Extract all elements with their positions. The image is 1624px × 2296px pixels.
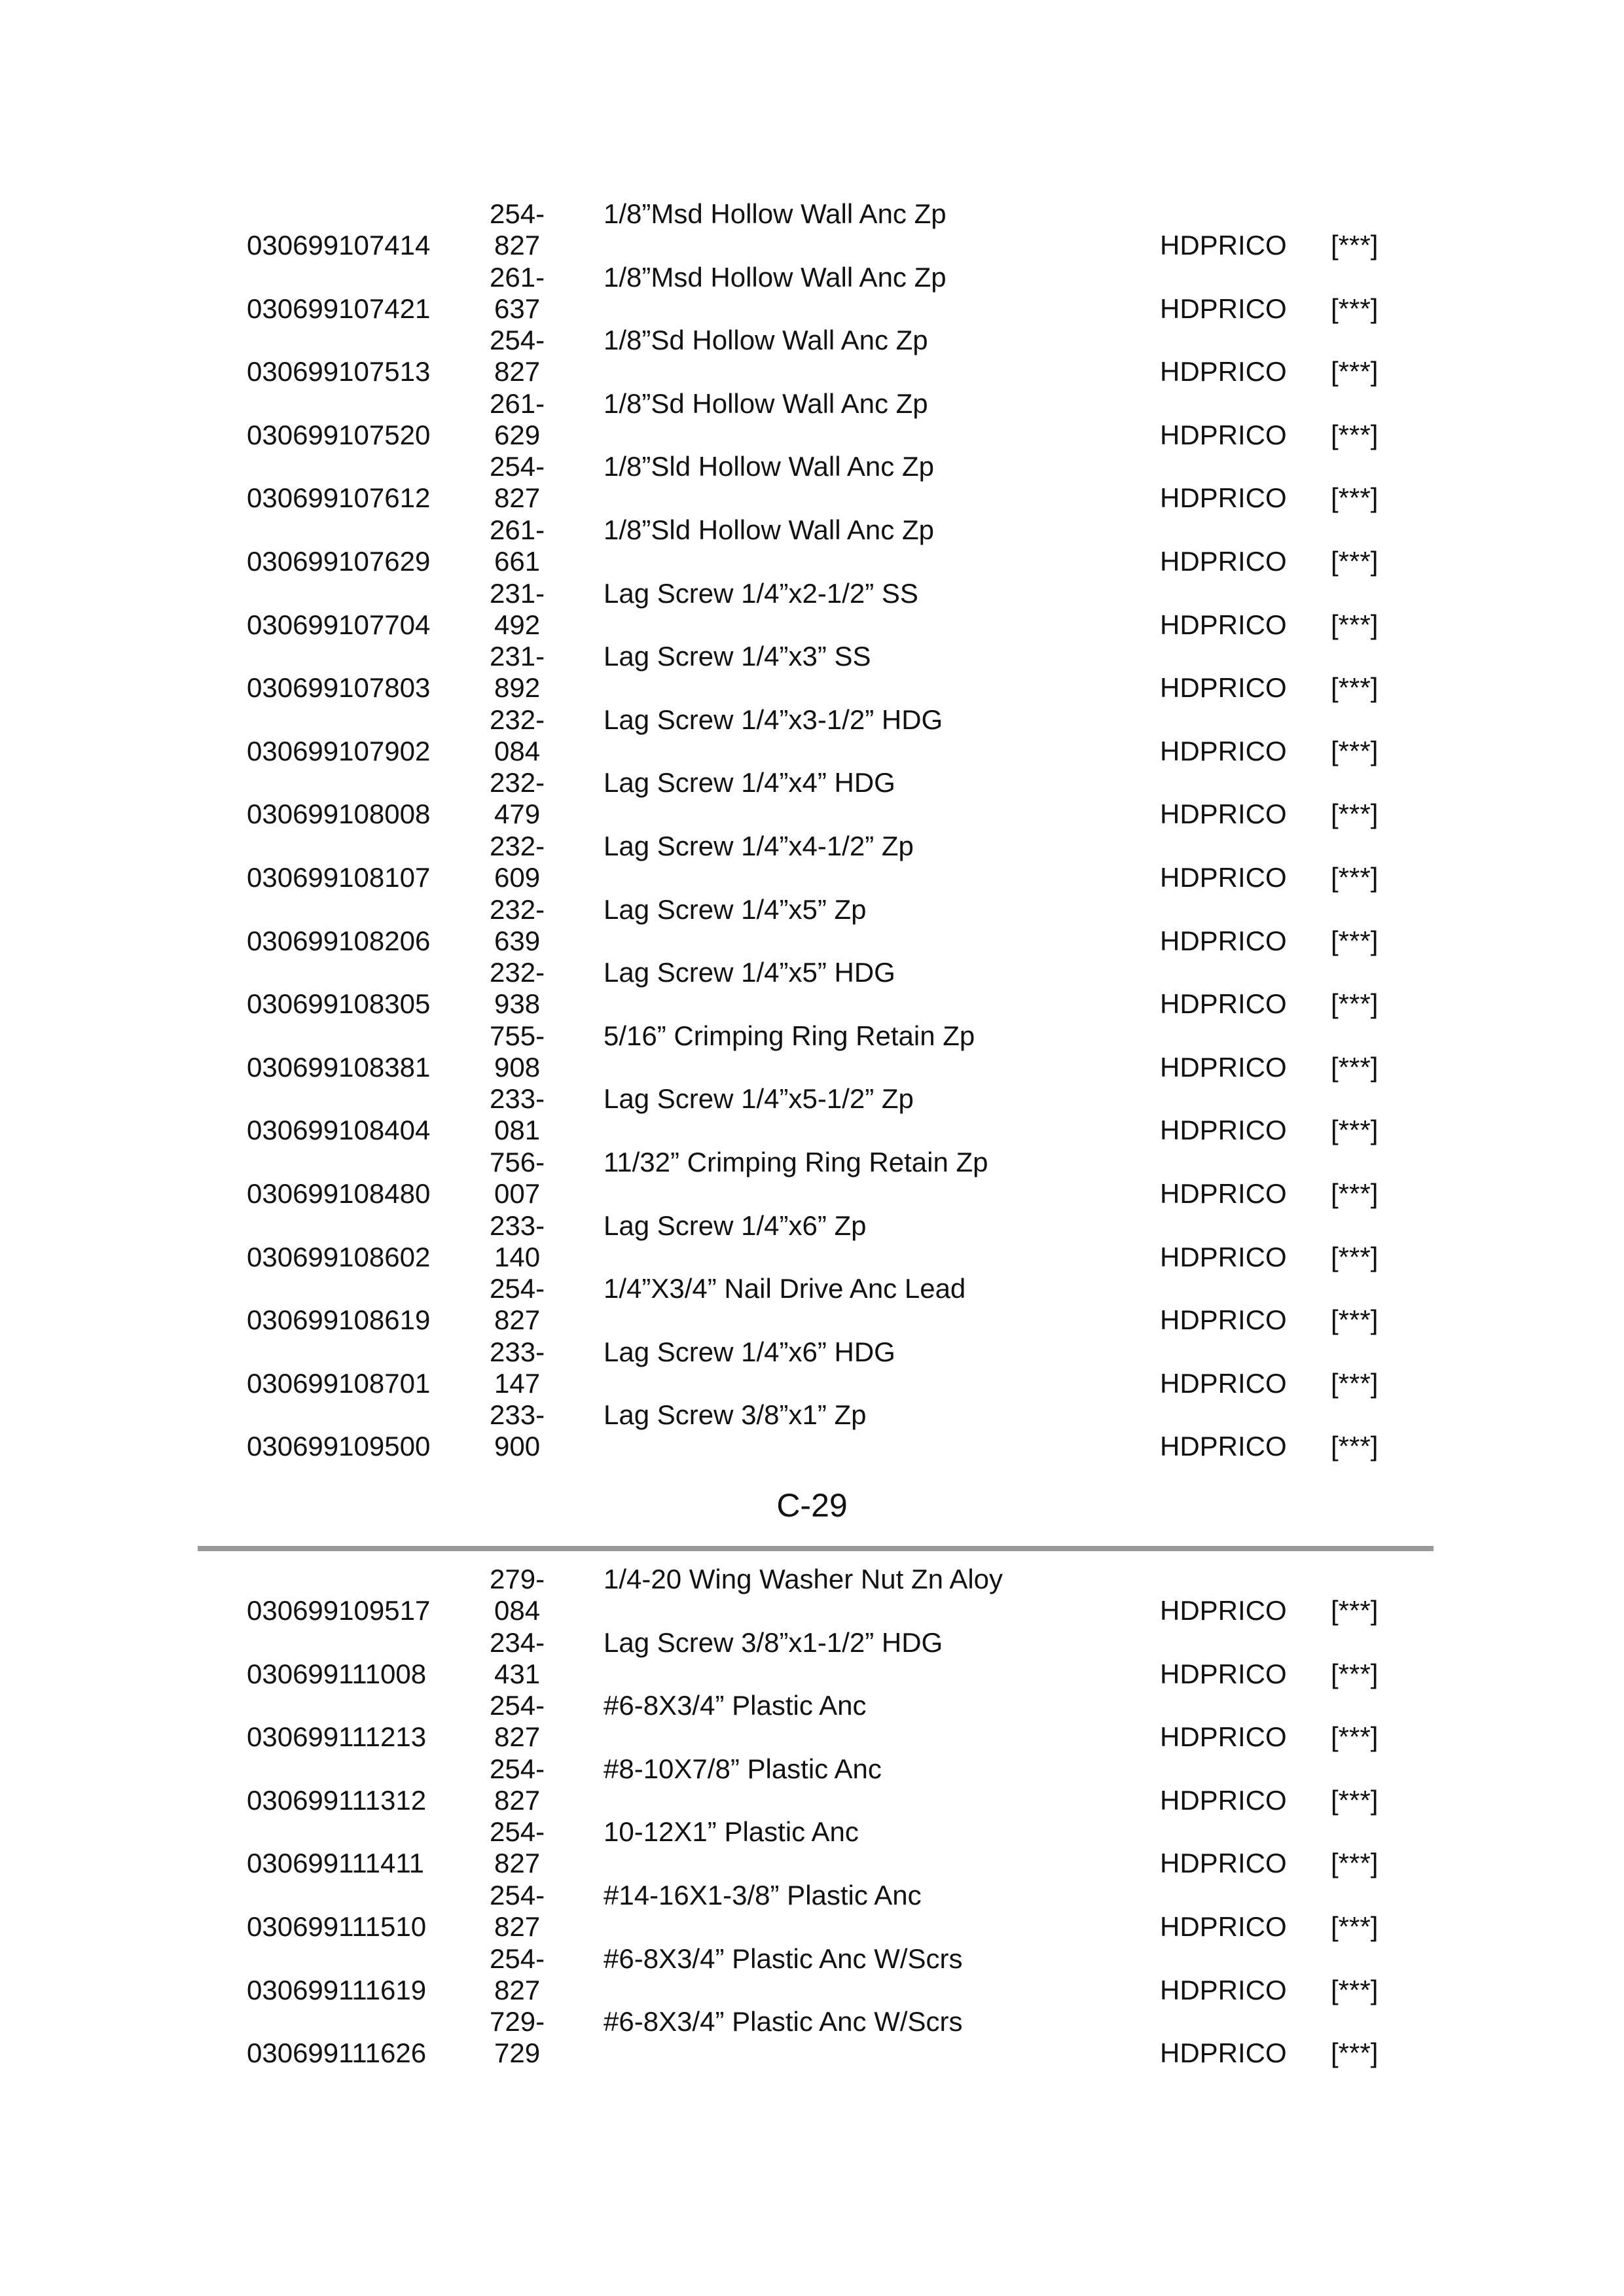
upc-code: 030699108206: [247, 925, 431, 956]
redaction-mark: [***]: [1331, 861, 1379, 893]
sku-prefix: 231-: [490, 641, 545, 672]
table-row: [0, 1273, 1624, 1336]
table-row: [0, 1564, 1624, 1627]
upc-code: 030699107513: [247, 356, 431, 387]
redaction-mark: [***]: [1331, 545, 1379, 577]
table-row: [0, 957, 1624, 1020]
product-table-top: [0, 198, 1624, 1463]
vendor-code: HDPRICO: [1160, 1721, 1287, 1753]
item-description: Lag Screw 1/4”x5” HDG: [604, 957, 895, 988]
sku-suffix: 007: [494, 1177, 541, 1209]
table-row: [0, 767, 1624, 831]
sku-suffix: 629: [494, 419, 541, 450]
redaction-mark: [***]: [1331, 419, 1379, 450]
page-number: C-29: [776, 1487, 848, 1524]
vendor-code: HDPRICO: [1160, 1431, 1287, 1462]
table-row: [0, 1627, 1624, 1691]
upc-code: 030699108701: [247, 1367, 431, 1399]
upc-code: 030699108602: [247, 1241, 431, 1272]
table-row: [0, 1753, 1624, 1817]
upc-code: 030699108404: [247, 1115, 431, 1146]
upc-code: 030699111312: [247, 1784, 427, 1816]
vendor-code: HDPRICO: [1160, 2037, 1287, 2069]
vendor-code: HDPRICO: [1160, 1177, 1287, 1209]
redaction-mark: [***]: [1331, 1721, 1379, 1753]
item-description: 11/32” Crimping Ring Retain Zp: [604, 1146, 988, 1177]
vendor-code: HDPRICO: [1160, 672, 1287, 704]
vendor-code: HDPRICO: [1160, 1910, 1287, 1942]
vendor-code: HDPRICO: [1160, 988, 1287, 1020]
vendor-code: HDPRICO: [1160, 735, 1287, 766]
sku-prefix: 254-: [490, 451, 545, 482]
upc-code: 030699108008: [247, 798, 431, 830]
upc-code: 030699108305: [247, 988, 431, 1020]
redaction-mark: [***]: [1331, 1431, 1379, 1462]
sku-suffix: 827: [494, 482, 541, 514]
redaction-mark: [***]: [1331, 1115, 1379, 1146]
redaction-mark: [***]: [1331, 2037, 1379, 2069]
vendor-code: HDPRICO: [1160, 1974, 1287, 2005]
item-description: Lag Screw 1/4”x4-1/2” Zp: [604, 830, 914, 861]
table-row: [0, 388, 1624, 452]
product-table-bottom: [0, 1564, 1624, 2070]
redaction-mark: [***]: [1331, 1848, 1379, 1879]
sku-suffix: 084: [494, 735, 541, 766]
upc-code: 030699108107: [247, 861, 431, 893]
table-row: [0, 1336, 1624, 1400]
redaction-mark: [***]: [1331, 1304, 1379, 1336]
item-description: Lag Screw 3/8”x1” Zp: [604, 1399, 867, 1431]
item-description: Lag Screw 1/4”x3” SS: [604, 641, 871, 672]
vendor-code: HDPRICO: [1160, 1241, 1287, 1272]
redaction-mark: [***]: [1331, 735, 1379, 766]
upc-code: 030699108480: [247, 1177, 431, 1209]
table-row: [0, 198, 1624, 262]
vendor-code: HDPRICO: [1160, 1848, 1287, 1879]
sku-prefix: 261-: [490, 514, 545, 545]
table-row: [0, 641, 1624, 704]
vendor-code: HDPRICO: [1160, 861, 1287, 893]
redaction-mark: [***]: [1331, 1367, 1379, 1399]
table-row: [0, 704, 1624, 768]
sku-prefix: 254-: [490, 1943, 545, 1974]
sku-suffix: 908: [494, 1051, 541, 1083]
sku-suffix: 827: [494, 1974, 541, 2005]
vendor-code: HDPRICO: [1160, 293, 1287, 324]
table-row: [0, 325, 1624, 388]
upc-code: 030699107629: [247, 545, 431, 577]
redaction-mark: [***]: [1331, 1051, 1379, 1083]
table-row: [0, 451, 1624, 514]
redaction-mark: [***]: [1331, 925, 1379, 956]
vendor-code: HDPRICO: [1160, 230, 1287, 260]
sku-suffix: 938: [494, 988, 541, 1020]
table-row: [0, 2006, 1624, 2070]
table-row: [0, 1816, 1624, 1880]
table-row: [0, 1943, 1624, 2007]
item-description: Lag Screw 3/8”x1-1/2” HDG: [604, 1626, 943, 1658]
redaction-mark: [***]: [1331, 1595, 1379, 1626]
redaction-mark: [***]: [1331, 1658, 1379, 1689]
sku-suffix: 827: [494, 356, 541, 387]
sku-suffix: 827: [494, 1910, 541, 1942]
vendor-code: HDPRICO: [1160, 798, 1287, 830]
upc-code: 030699111411: [247, 1848, 424, 1879]
item-description: 1/8”Msd Hollow Wall Anc Zp: [604, 261, 947, 293]
item-description: #6-8X3/4” Plastic Anc W/Scrs: [604, 2006, 963, 2037]
vendor-code: HDPRICO: [1160, 1304, 1287, 1336]
vendor-code: HDPRICO: [1160, 925, 1287, 956]
sku-suffix: 827: [494, 230, 541, 260]
vendor-code: HDPRICO: [1160, 1115, 1287, 1146]
vendor-code: HDPRICO: [1160, 1595, 1287, 1626]
item-description: Lag Screw 1/4”x6” HDG: [604, 1336, 895, 1367]
sku-suffix: 892: [494, 672, 541, 704]
sku-prefix: 232-: [490, 893, 545, 925]
sku-suffix: 729: [494, 2037, 541, 2069]
table-row: [0, 262, 1624, 325]
redaction-mark: [***]: [1331, 609, 1379, 640]
upc-code: 030699107520: [247, 419, 431, 450]
item-description: 1/4-20 Wing Washer Nut Zn Aloy: [604, 1564, 1003, 1594]
redaction-mark: [***]: [1331, 672, 1379, 704]
sku-prefix: 756-: [490, 1146, 545, 1177]
sku-prefix: 232-: [490, 957, 545, 988]
sku-prefix: 254-: [490, 1690, 545, 1721]
redaction-mark: [***]: [1331, 356, 1379, 387]
vendor-code: HDPRICO: [1160, 609, 1287, 640]
item-description: Lag Screw 1/4”x6” Zp: [604, 1210, 867, 1241]
upc-code: 030699111510: [247, 1910, 427, 1942]
sku-suffix: 140: [494, 1241, 541, 1272]
item-description: Lag Screw 1/4”x5-1/2” Zp: [604, 1083, 914, 1115]
table-row: [0, 1880, 1624, 1943]
redaction-mark: [***]: [1331, 798, 1379, 830]
item-description: Lag Screw 1/4”x2-1/2” SS: [604, 577, 918, 609]
table-row: [0, 1690, 1624, 1753]
sku-prefix: 232-: [490, 830, 545, 861]
upc-code: 030699107704: [247, 609, 431, 640]
item-description: Lag Screw 1/4”x3-1/2” HDG: [604, 704, 943, 735]
upc-code: 030699111008: [247, 1658, 427, 1689]
upc-code: 030699107803: [247, 672, 431, 704]
sku-prefix: 232-: [490, 767, 545, 798]
upc-code: 030699108619: [247, 1304, 431, 1336]
sku-prefix: 234-: [490, 1626, 545, 1658]
item-description: Lag Screw 1/4”x4” HDG: [604, 767, 895, 798]
sku-suffix: 637: [494, 293, 541, 324]
item-description: Lag Screw 1/4”x5” Zp: [604, 893, 867, 925]
table-row: [0, 894, 1624, 958]
redaction-mark: [***]: [1331, 1910, 1379, 1942]
sku-suffix: 827: [494, 1848, 541, 1879]
page-divider: [198, 1546, 1434, 1551]
sku-suffix: 661: [494, 545, 541, 577]
sku-prefix: 261-: [490, 387, 545, 419]
vendor-code: HDPRICO: [1160, 1367, 1287, 1399]
sku-suffix: 639: [494, 925, 541, 956]
sku-prefix: 233-: [490, 1083, 545, 1115]
item-description: #6-8X3/4” Plastic Anc W/Scrs: [604, 1943, 963, 1974]
upc-code: 030699107902: [247, 735, 431, 766]
sku-prefix: 233-: [490, 1210, 545, 1241]
table-row: [0, 578, 1624, 641]
upc-code: 030699107414: [247, 230, 431, 260]
upc-code: 030699109500: [247, 1431, 431, 1462]
item-description: 1/8”Sd Hollow Wall Anc Zp: [604, 387, 928, 419]
sku-prefix: 254-: [490, 1753, 545, 1784]
table-row: [0, 1083, 1624, 1147]
sku-prefix: 254-: [490, 1816, 545, 1848]
upc-code: 030699111619: [247, 1974, 427, 2005]
item-description: #6-8X3/4” Plastic Anc: [604, 1690, 867, 1721]
sku-prefix: 755-: [490, 1020, 545, 1051]
sku-prefix: 231-: [490, 577, 545, 609]
table-row: [0, 1210, 1624, 1274]
table-row: [0, 1020, 1624, 1084]
table-row: [0, 1399, 1624, 1463]
redaction-mark: [***]: [1331, 1784, 1379, 1816]
upc-code: 030699107612: [247, 482, 431, 514]
item-description: 1/8”Sd Hollow Wall Anc Zp: [604, 325, 928, 356]
sku-prefix: 261-: [490, 261, 545, 293]
sku-suffix: 479: [494, 798, 541, 830]
sku-prefix: 279-: [490, 1564, 545, 1594]
upc-code: 030699107421: [247, 293, 431, 324]
sku-prefix: 729-: [490, 2006, 545, 2037]
item-description: 5/16” Crimping Ring Retain Zp: [604, 1020, 975, 1051]
redaction-mark: [***]: [1331, 230, 1379, 260]
item-description: #8-10X7/8” Plastic Anc: [604, 1753, 882, 1784]
table-row: [0, 831, 1624, 894]
item-description: #14-16X1-3/8” Plastic Anc: [604, 1879, 922, 1910]
item-description: 10-12X1” Plastic Anc: [604, 1816, 859, 1848]
sku-prefix: 254-: [490, 198, 545, 229]
redaction-mark: [***]: [1331, 1177, 1379, 1209]
sku-prefix: 232-: [490, 704, 545, 735]
vendor-code: HDPRICO: [1160, 1784, 1287, 1816]
redaction-mark: [***]: [1331, 293, 1379, 324]
item-description: 1/8”Sld Hollow Wall Anc Zp: [604, 451, 934, 482]
vendor-code: HDPRICO: [1160, 1051, 1287, 1083]
vendor-code: HDPRICO: [1160, 1658, 1287, 1689]
vendor-code: HDPRICO: [1160, 356, 1287, 387]
vendor-code: HDPRICO: [1160, 419, 1287, 450]
sku-prefix: 233-: [490, 1336, 545, 1367]
item-description: 1/8”Sld Hollow Wall Anc Zp: [604, 514, 934, 545]
sku-suffix: 492: [494, 609, 541, 640]
table-row: [0, 514, 1624, 578]
sku-suffix: 827: [494, 1721, 541, 1753]
sku-suffix: 827: [494, 1784, 541, 1816]
sku-suffix: 900: [494, 1431, 541, 1462]
redaction-mark: [***]: [1331, 1241, 1379, 1272]
vendor-code: HDPRICO: [1160, 545, 1287, 577]
table-row: [0, 1147, 1624, 1210]
item-description: 1/8”Msd Hollow Wall Anc Zp: [604, 198, 947, 229]
redaction-mark: [***]: [1331, 482, 1379, 514]
sku-suffix: 147: [494, 1367, 541, 1399]
sku-suffix: 084: [494, 1595, 541, 1626]
sku-prefix: 254-: [490, 1273, 545, 1304]
upc-code: 030699111626: [247, 2037, 427, 2069]
sku-prefix: 254-: [490, 325, 545, 356]
upc-code: 030699111213: [247, 1721, 427, 1753]
vendor-code: HDPRICO: [1160, 482, 1287, 514]
upc-code: 030699108381: [247, 1051, 431, 1083]
sku-suffix: 827: [494, 1304, 541, 1336]
sku-suffix: 081: [494, 1115, 541, 1146]
upc-code: 030699109517: [247, 1595, 431, 1626]
redaction-mark: [***]: [1331, 988, 1379, 1020]
sku-suffix: 431: [494, 1658, 541, 1689]
redaction-mark: [***]: [1331, 1974, 1379, 2005]
sku-suffix: 609: [494, 861, 541, 893]
sku-prefix: 254-: [490, 1879, 545, 1910]
sku-prefix: 233-: [490, 1399, 545, 1431]
item-description: 1/4”X3/4” Nail Drive Anc Lead: [604, 1273, 966, 1304]
